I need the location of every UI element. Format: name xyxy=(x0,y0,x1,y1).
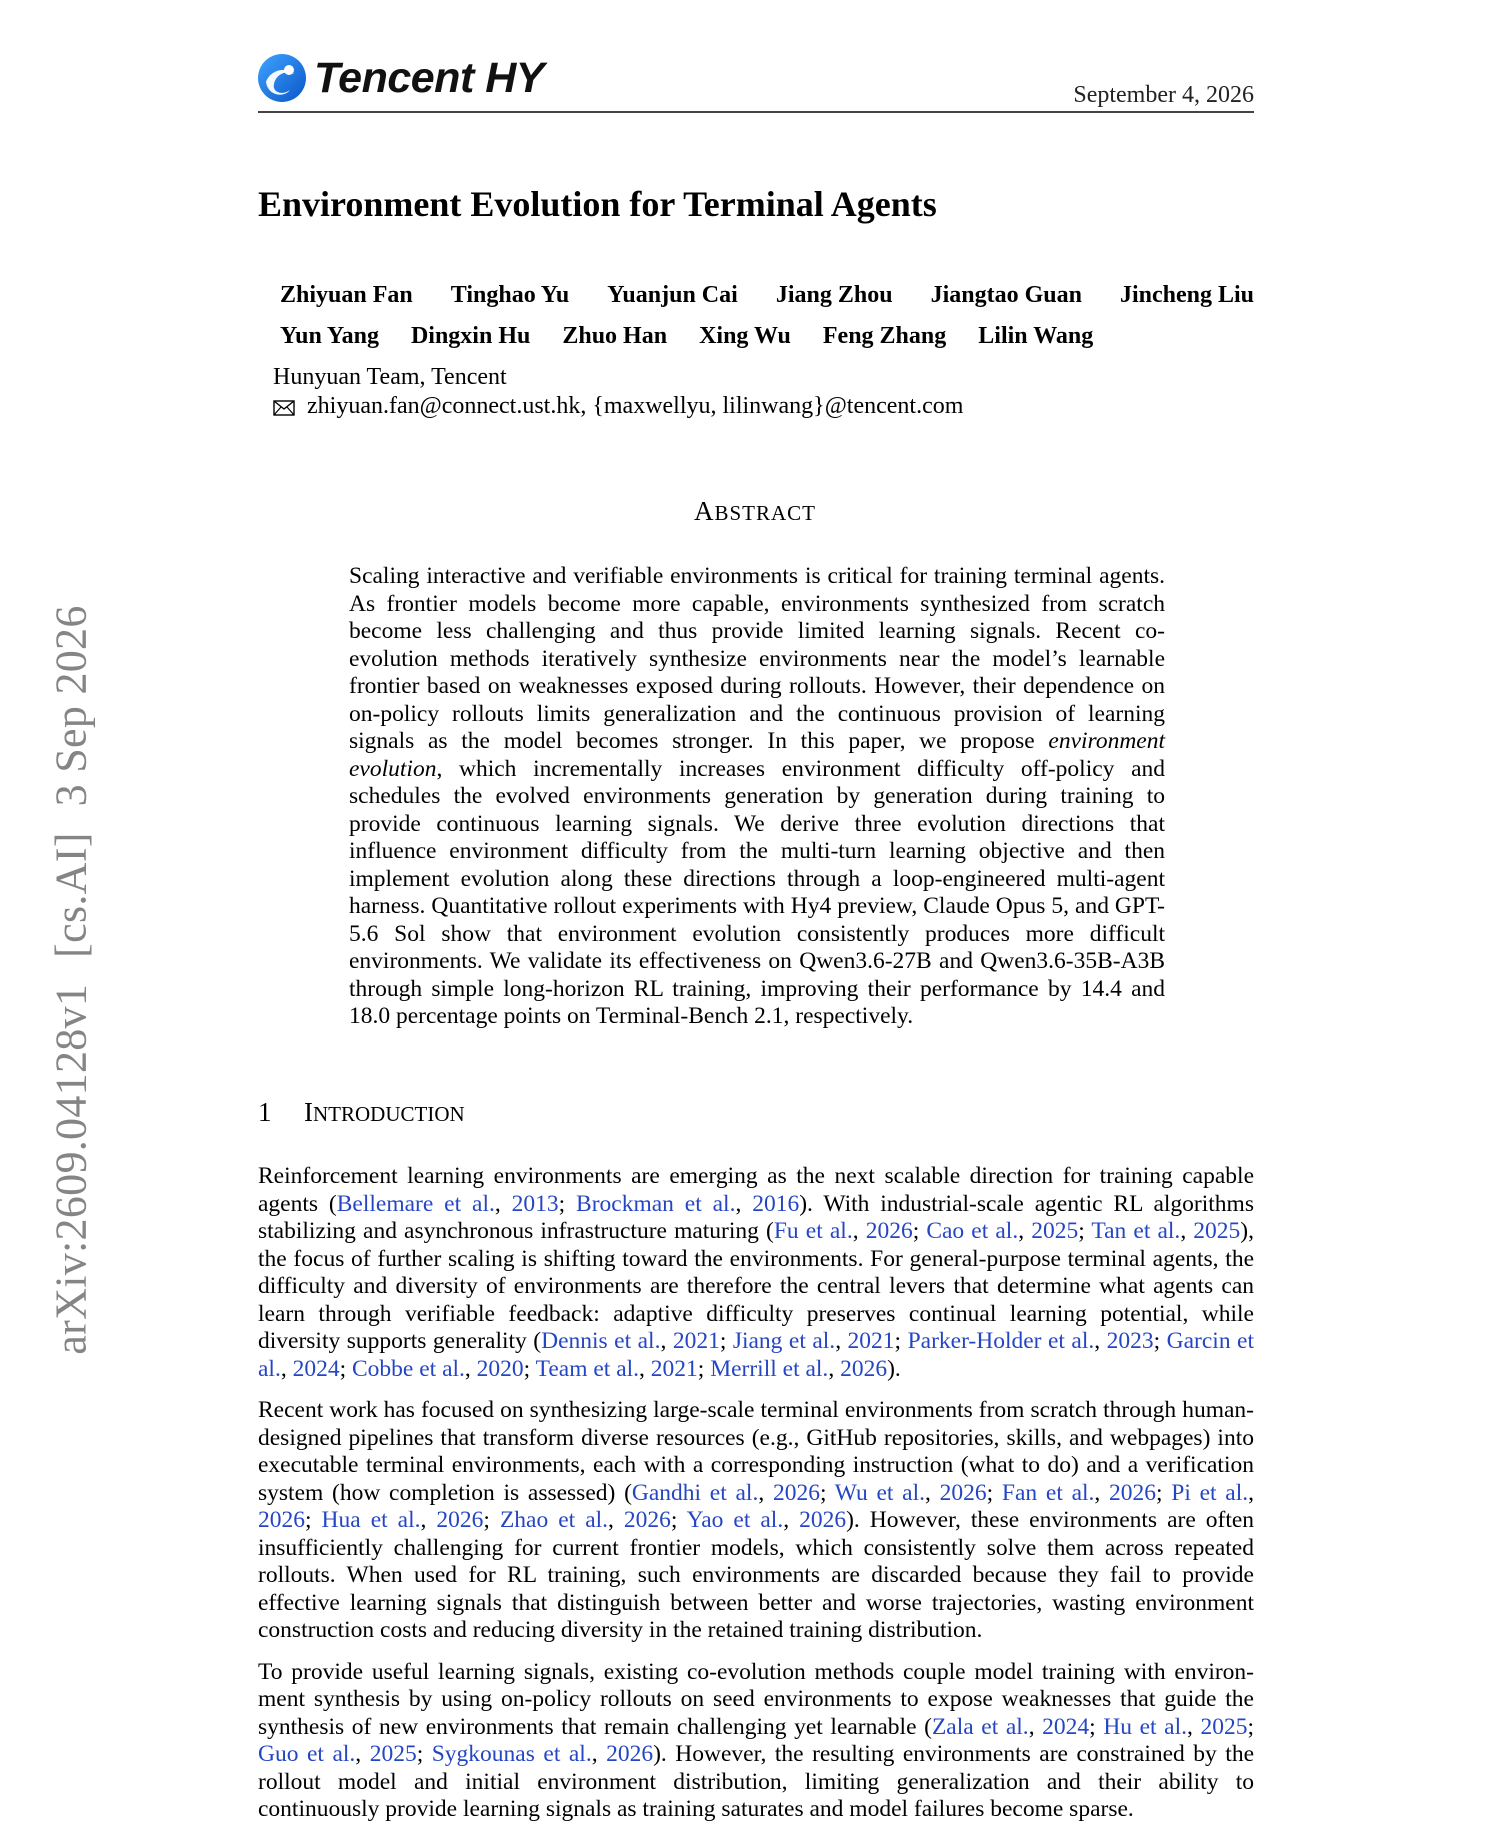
email-addresses: zhiyuan.fan@connect.ust.hk, {maxwellyu, lilinwang}@tencent.com xyxy=(307,393,964,419)
author: Lilin Wang xyxy=(978,323,1094,349)
paragraph-text: ; xyxy=(1089,1713,1104,1740)
paragraph-text: ; xyxy=(1156,1479,1172,1506)
paragraph-text: ; xyxy=(1078,1218,1092,1244)
author: Dingxin Hu xyxy=(410,323,531,349)
citation-link[interactable]: 2025 xyxy=(1193,1218,1241,1244)
paragraph-text: ). However, the resulting environments are constrained by the rollout model and initial environment distribution, limiting generalization and their ability to continuously provide learning signals as training saturates and model failures become sparse. xyxy=(258,1741,1255,1822)
citation-link[interactable]: Cao et al. xyxy=(926,1218,1019,1244)
paragraph-text: ; xyxy=(894,1328,908,1354)
paragraph-text: ). With industrial-scale agentic RL algorithms stabilizing and asynchronous infrastructure maturing ( xyxy=(258,1190,1254,1244)
paragraph-text: ; xyxy=(719,1328,733,1354)
section-title-initial: I xyxy=(304,1097,313,1127)
citation-link[interactable]: Guo et al. xyxy=(258,1741,356,1767)
paragraph-text: , xyxy=(464,1355,477,1382)
citation-link[interactable]: Dennis et al. xyxy=(541,1328,661,1354)
abstract-heading-rest: BSTRACT xyxy=(714,501,817,525)
paragraph-text: , xyxy=(828,1355,841,1382)
citation-link[interactable]: Zala et al. xyxy=(931,1713,1029,1740)
citation-link[interactable]: Sygkounas et al. xyxy=(431,1741,592,1767)
citation-link[interactable]: Brockman et al. xyxy=(576,1190,736,1217)
paragraph-text: , xyxy=(735,1190,753,1217)
paragraph-text: To provide useful learning signals, existing co-evolution methods couple model training with environment synthesis by using on-policy rollouts on seed environments to expose weaknesses that guide the synthesis of new environments that remain challenging yet learnable ( xyxy=(258,1658,1254,1740)
author: Yun Yang xyxy=(280,323,379,349)
intro-paragraph-3 xyxy=(258,1659,1254,1824)
author: Zhiyuan Fan xyxy=(280,282,413,308)
paragraph-text: , xyxy=(591,1741,607,1767)
arxiv-stamp-container xyxy=(48,562,94,1398)
section-title-rest: NTRODUCTION xyxy=(313,1102,465,1126)
paragraph-text: ; xyxy=(558,1190,577,1217)
citation-link[interactable]: 2025 xyxy=(1200,1713,1248,1740)
intro-paragraph-1 xyxy=(258,1163,1254,1383)
paragraph-text: , xyxy=(835,1328,848,1354)
header-date: September 4, 2026 xyxy=(1073,82,1254,108)
authors-row-2 xyxy=(280,323,1254,350)
paragraph-text: ). xyxy=(887,1355,901,1382)
citation-link[interactable]: 2026 xyxy=(606,1741,654,1767)
abstract-heading xyxy=(0,496,1510,527)
citation-link[interactable]: Team et al. xyxy=(535,1355,640,1382)
paragraph-text: , xyxy=(494,1190,512,1217)
citation-link[interactable]: 2026 xyxy=(939,1479,987,1506)
paragraph-text: , xyxy=(420,1507,437,1533)
citation-link[interactable]: Bellemare et al. xyxy=(336,1190,495,1217)
paragraph-text: , xyxy=(758,1479,773,1506)
citation-link[interactable]: 2013 xyxy=(511,1190,559,1217)
paragraph-text: ; xyxy=(416,1741,432,1767)
citation-link[interactable]: Cobbe et al. xyxy=(352,1355,465,1382)
citation-link[interactable]: 2026 xyxy=(840,1355,888,1382)
citation-link[interactable]: 2026 xyxy=(1109,1479,1157,1506)
citation-link[interactable]: 2026 xyxy=(258,1507,305,1533)
paragraph-text: ; xyxy=(1247,1713,1255,1740)
section-number: 1 xyxy=(258,1097,272,1127)
author: Xing Wu xyxy=(699,323,791,349)
citation-link[interactable]: Fan et al. xyxy=(1001,1479,1095,1506)
citation-link[interactable]: Wu et al. xyxy=(834,1479,926,1506)
paragraph-text: , xyxy=(1248,1479,1255,1506)
author: Feng Zhang xyxy=(822,323,947,349)
citation-link[interactable]: Pi et al. xyxy=(1171,1479,1249,1506)
paragraph-text: , xyxy=(1180,1218,1194,1244)
authors-row-1 xyxy=(280,282,1254,309)
paragraph-text: ; xyxy=(305,1507,322,1533)
paragraph-text: , xyxy=(783,1507,800,1533)
citation-link[interactable]: Garcin et al. xyxy=(258,1328,1255,1382)
paragraph-text: Reinforcement learning environments are emerging as the next scalable direction for training capable agents ( xyxy=(258,1163,1254,1217)
paragraph-text: ; xyxy=(523,1355,536,1382)
paragraph-text: , xyxy=(1094,1328,1107,1354)
citation-link[interactable]: Fu et al. xyxy=(773,1218,853,1244)
paragraph-text: , xyxy=(355,1741,370,1767)
arxiv-category: [cs.AI] xyxy=(46,832,96,958)
abstract-heading-initial: A xyxy=(693,496,715,526)
paper-title: Environment Evolution for Terminal Agents xyxy=(258,184,937,224)
citation-link[interactable]: 2021 xyxy=(650,1355,698,1382)
author: Zhuo Han xyxy=(562,323,668,349)
paragraph-text: ; xyxy=(912,1218,927,1244)
citation-link[interactable]: 2021 xyxy=(672,1328,720,1354)
paragraph-text: ; xyxy=(697,1355,711,1382)
author: Yuanjun Cai xyxy=(607,282,738,308)
intro-paragraph-2 xyxy=(258,1397,1254,1645)
introduction-body xyxy=(258,1163,1254,1838)
citation-link[interactable]: 2021 xyxy=(847,1328,895,1354)
citation-link[interactable]: Hua et al. xyxy=(321,1507,421,1533)
paragraph-text: ; xyxy=(986,1479,1002,1506)
citation-link[interactable]: Hu et al. xyxy=(1103,1713,1188,1740)
email-line xyxy=(273,393,963,420)
citation-link[interactable]: 2026 xyxy=(436,1507,484,1533)
paragraph-text: , xyxy=(852,1218,866,1244)
abstract-paragraph xyxy=(349,563,1165,1031)
citation-link[interactable]: 2026 xyxy=(865,1218,913,1244)
author: Jiangtao Guan xyxy=(930,282,1082,308)
arxiv-id: arXiv:2609.04128v1 xyxy=(46,983,96,1355)
envelope-icon xyxy=(273,400,295,416)
paragraph-text: ; xyxy=(339,1355,352,1382)
citation-link[interactable]: Parker-Holder et al. xyxy=(907,1328,1095,1354)
paragraph-text: , xyxy=(1094,1479,1110,1506)
citation-link[interactable]: 2020 xyxy=(476,1355,524,1382)
citation-link[interactable]: 2026 xyxy=(799,1507,847,1533)
paragraph-text: , xyxy=(660,1328,673,1354)
citation-link[interactable]: Yao et al. xyxy=(686,1507,784,1533)
citation-link[interactable]: 2024 xyxy=(292,1355,340,1382)
author: Jiang Zhou xyxy=(775,282,893,308)
paragraph-text: ; xyxy=(483,1507,500,1533)
citation-link[interactable]: 2016 xyxy=(752,1190,800,1217)
abstract-text-1: Scaling interactive and verifiable environments is critical for training terminal agents. As frontier models become more capable, environments synthesized from scratch become less challenging and thus provide limited learning signals. Recent co-evolution methods iteratively synthesize environments near the model’s learnable frontier based on weaknesses exposed during rollouts. However, their dependence on on-policy rollouts limits generalization and the continuous provision of learning signals as the model becomes stronger. In this paper, we propose xyxy=(349,563,1165,754)
paragraph-text: , xyxy=(1028,1713,1043,1740)
paragraph-text: , xyxy=(1187,1713,1201,1740)
citation-link[interactable]: Merrill et al. xyxy=(710,1355,829,1382)
affiliation: Hunyuan Team, Tencent xyxy=(273,364,507,390)
arxiv-date: 3 Sep 2026 xyxy=(46,605,96,807)
arxiv-stamp xyxy=(46,592,97,1367)
paragraph-text: , xyxy=(1018,1218,1032,1244)
logo-text: Tencent HY xyxy=(314,53,544,102)
section-title xyxy=(304,1097,465,1128)
paragraph-text: , xyxy=(280,1355,293,1382)
paragraph-text: Recent work has focused on synthesizing large-scale terminal environments from scratch through human-designed pipelines that transform diverse resources (e.g., GitHub repositories, skills, and webpages) into executable terminal environments, each with a corresponding instruction (what to do) and a verification system (how completion is assessed) ( xyxy=(258,1397,1254,1506)
citation-link[interactable]: 2026 xyxy=(772,1479,820,1506)
citation-link[interactable]: 2025 xyxy=(1031,1218,1079,1244)
citation-link[interactable]: Tan et al. xyxy=(1091,1218,1181,1244)
paragraph-text: ). However, these environments are often insufficiently challenging for current frontier models, which consistently solve them across repeated rollouts. When used for RL training, such environments are discarded because they fail to provide effective learning signals that distinguish between better and worse trajectories, wasting environment construction costs and reducing diversity in the retained training distribution. xyxy=(258,1507,1255,1643)
tencent-hy-logo-icon xyxy=(256,52,308,104)
paragraph-text: ; xyxy=(819,1479,835,1506)
tencent-hy-logo xyxy=(256,50,544,106)
paragraph-text: , xyxy=(608,1507,624,1533)
paragraph-text: ; xyxy=(1153,1328,1167,1354)
citation-link[interactable]: Zhao et al. xyxy=(499,1507,609,1533)
citation-link[interactable]: Jiang et al. xyxy=(732,1328,836,1354)
citation-link[interactable]: 2024 xyxy=(1042,1713,1090,1740)
citation-link[interactable]: 2023 xyxy=(1106,1328,1154,1354)
paragraph-text: ; xyxy=(670,1507,687,1533)
section-heading-introduction xyxy=(258,1097,465,1128)
author: Jincheng Liu xyxy=(1119,282,1254,308)
citation-link[interactable]: 2026 xyxy=(623,1507,671,1533)
header-rule xyxy=(258,111,1254,113)
paragraph-text: , xyxy=(639,1355,651,1382)
paragraph-text: , xyxy=(925,1479,940,1506)
paragraph-text: ), the focus of further scaling is shifting toward the environments. For general-purpose terminal agents, the difficulty and diversity of environments are therefore the central levers that determine what agents can learn through verifiable feedback: adaptive difficulty preserves continual learning potential, while diversity supports generality ( xyxy=(258,1218,1254,1354)
abstract-text-2: , which incrementally increases environment difficulty off-policy and schedules the evolved environments generation by generation during training to provide continuous learning signals. We derive three evolution directions that influence environment difficulty from the multi-turn learning objective and then implement evolution along these directions through a loop-engineered multi-agent harness. Quantitative rollout experiments with Hy4 preview, Claude Opus 5, and GPT-5.6 Sol show that environment evolution consistently produces more difficult environments. We validate its effectiveness on Qwen3.6-27B and Qwen3.6-35B-A3B through simple long-horizon RL training, improving their performance by 14.4 and 18.0 percentage points on Terminal-Bench 2.1, respectively. xyxy=(349,755,1165,1029)
abstract-body xyxy=(349,563,1165,1031)
abstract-emphasis: environment evolution xyxy=(349,728,1165,782)
citation-link[interactable]: 2025 xyxy=(369,1741,417,1767)
author: Tinghao Yu xyxy=(450,282,570,308)
citation-link[interactable]: Gandhi et al. xyxy=(631,1479,759,1506)
